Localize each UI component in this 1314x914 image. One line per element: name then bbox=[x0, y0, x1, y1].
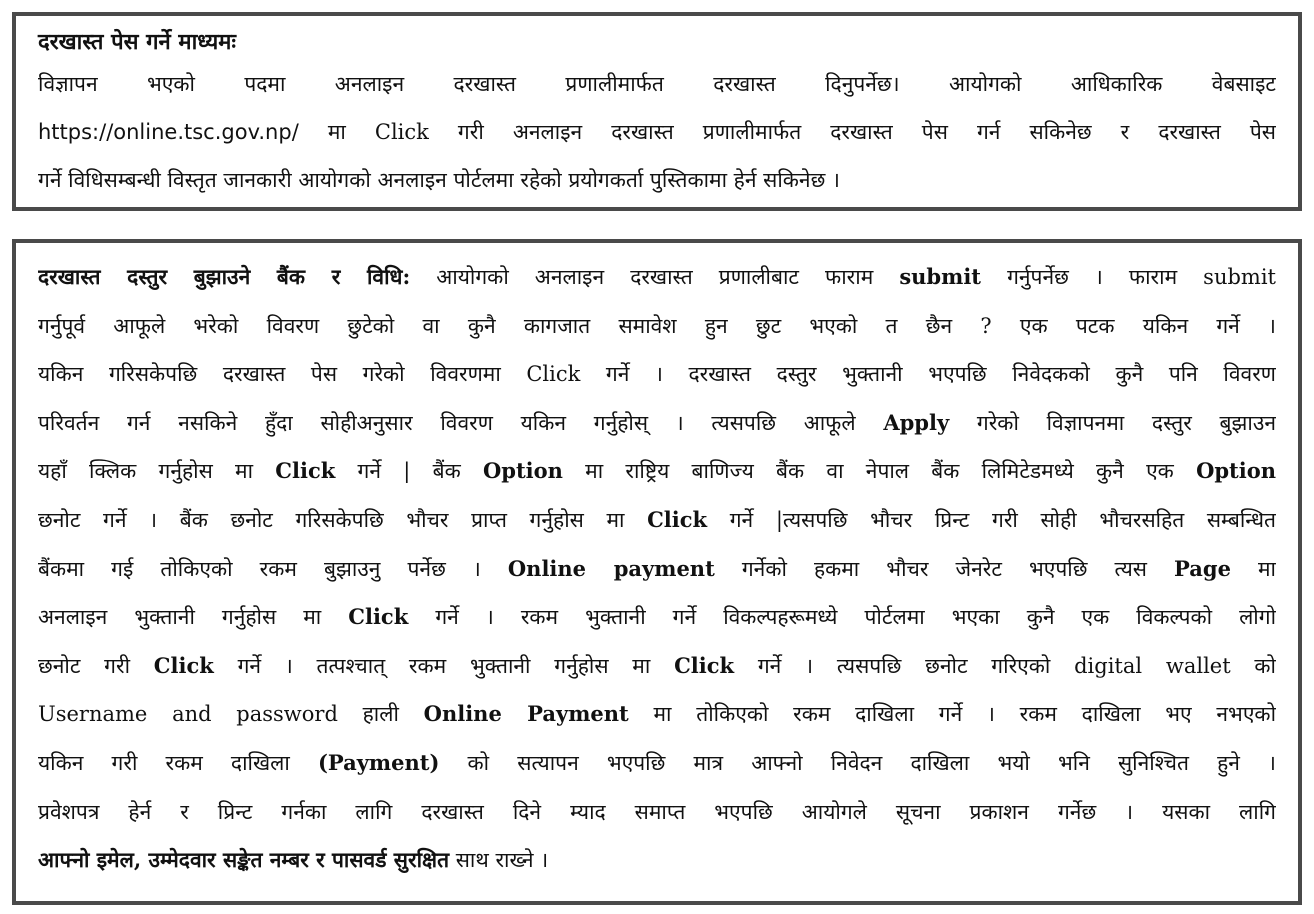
text: परिवर्तन गर्न नसकिने हुँदा सोहीअनुसार विवरण यकिन गर्नुहोस् । त्यसपछि आफूले bbox=[38, 410, 884, 435]
bold-term: Option bbox=[482, 458, 563, 484]
text: छनोट गर्ने । बैंक छनोट गरिसकेपछि भौचर प्राप्त गर्नुहोस मा bbox=[38, 507, 648, 532]
text: गर्ने । त्यसपछि छनोट गरिएको digital wallet को bbox=[734, 653, 1276, 678]
text: यकिन गरी रकम दाखिला bbox=[38, 750, 318, 775]
text: साथ राख्ने । bbox=[449, 848, 549, 873]
paragraph-line bbox=[38, 739, 1276, 788]
text: अनलाइन भुक्तानी गर्नुहोस मा bbox=[38, 605, 349, 630]
paragraph-text: मा Click गरी अनलाइन दरखास्त प्रणालीमार्फत दरखास्त पेस गर्न सकिनेछ र दरखास्त पेस bbox=[327, 120, 1276, 144]
paragraph-line: प्रवेशपत्र हेर्न र प्रिन्ट गर्नका लागि दरखास्त दिने म्याद समाप्त भएपछि आयोगले सूचना प्रकाशन गर्नेछ । यसका लागि bbox=[38, 799, 1276, 824]
text: यहाँ क्लिक गर्नुहोस मा bbox=[38, 459, 276, 484]
section-heading: दरखास्त पेस गर्ने माध्यमः bbox=[38, 29, 236, 55]
bold-term: Click bbox=[153, 652, 214, 678]
application-method-box bbox=[12, 12, 1302, 211]
paragraph-line bbox=[38, 593, 1276, 642]
paragraph-line bbox=[38, 690, 1276, 739]
text: गरेको विज्ञापनमा दस्तुर बुझाउन bbox=[949, 410, 1276, 435]
text: गर्ने । तत्पश्चात् रकम भुक्तानी गर्नुहोस मा bbox=[213, 653, 675, 678]
fee-payment-box bbox=[12, 239, 1302, 905]
bold-term: Online Payment bbox=[423, 701, 629, 727]
text: छनोट गरी bbox=[38, 653, 154, 678]
bold-term: Apply bbox=[883, 409, 950, 435]
bold-term: Click bbox=[348, 604, 409, 630]
text: मा राष्ट्रिय बाणिज्य बैंक वा नेपाल बैंक लिमिटेडमध्ये कुनै एक bbox=[562, 459, 1197, 484]
paragraph-line bbox=[38, 545, 1276, 594]
paragraph-line bbox=[38, 108, 1276, 156]
text: गर्ने | बैंक bbox=[335, 459, 483, 484]
bold-term: (Payment) bbox=[317, 749, 440, 775]
text: गर्नेको हकमा भौचर जेनरेट भएपछि त्यस bbox=[714, 556, 1175, 581]
bold-term: submit bbox=[899, 264, 982, 289]
paragraph-line bbox=[38, 253, 1276, 302]
text: गर्ने |त्यसपछि भौचर प्रिन्ट गरी सोही भौचरसहित सम्बन्धित bbox=[707, 507, 1276, 532]
bold-term: Click bbox=[647, 506, 708, 532]
bold-term: आफ्नो इमेल, उम्मेदवार सङ्केत नम्बर र पासवर्ड सुरक्षित bbox=[38, 847, 450, 873]
text: गर्ने । रकम भुक्तानी गर्ने विकल्पहरूमध्ये पोर्टलमा भएका कुनै एक विकल्पको लोगो bbox=[408, 605, 1276, 630]
paragraph-line bbox=[38, 447, 1276, 496]
text: मा bbox=[1230, 556, 1276, 581]
bold-term: Option bbox=[1196, 458, 1276, 484]
text: बैंकमा गई तोकिएको रकम बुझाउनु पर्नेछ । bbox=[38, 556, 508, 581]
text: आयोगको अनलाइन दरखास्त प्रणालीबाट फाराम bbox=[436, 265, 900, 289]
section-heading: दरखास्त दस्तुर बुझाउने बैंक र विधि: bbox=[38, 264, 411, 289]
paragraph-line bbox=[38, 642, 1276, 691]
paragraph-line bbox=[38, 496, 1276, 545]
paragraph-line: यकिन गरिसकेपछि दरखास्त पेस गरेको विवरणमा Click गर्ने । दरखास्त दस्तुर भुक्तानी भएपछि निवेदकको कुनै पनि विवरण bbox=[38, 362, 1276, 387]
website-url-link[interactable]: https://online.tsc.gov.np/ bbox=[38, 120, 299, 144]
paragraph-line bbox=[38, 836, 1276, 885]
bold-term: Click bbox=[674, 652, 735, 678]
text: मा तोकिएको रकम दाखिला गर्ने । रकम दाखिला भए नभएको bbox=[628, 702, 1276, 727]
paragraph-line: गर्ने विधिसम्बन्धी विस्तृत जानकारी आयोगको अनलाइन पोर्टलमा रहेको प्रयोगकर्ता पुस्तिकामा हेर्न सकिनेछ । bbox=[38, 168, 840, 192]
paragraph-line bbox=[38, 399, 1276, 448]
bold-term: Click bbox=[275, 458, 336, 484]
text: गर्नुपर्नेछ । फाराम submit bbox=[981, 265, 1276, 289]
bold-term: Page bbox=[1174, 555, 1231, 581]
text: को सत्यापन भएपछि मात्र आफ्नो निवेदन दाखिला भयो भनि सुनिश्चित हुने । bbox=[439, 750, 1276, 775]
paragraph-line: गर्नुपूर्व आफूले भरेको विवरण छुटेको वा कुनै कागजात समावेश हुन छुट भएको त छैन ? एक पटक यकिन गर्ने । bbox=[38, 313, 1276, 338]
bold-term: Online payment bbox=[507, 555, 715, 581]
paragraph-line: विज्ञापन भएको पदमा अनलाइन दरखास्त प्रणालीमार्फत दरखास्त दिनुपर्नेछ। आयोगको आधिकारिक वेबसाइट bbox=[38, 72, 1276, 96]
text: Username and password हाली bbox=[38, 702, 424, 727]
